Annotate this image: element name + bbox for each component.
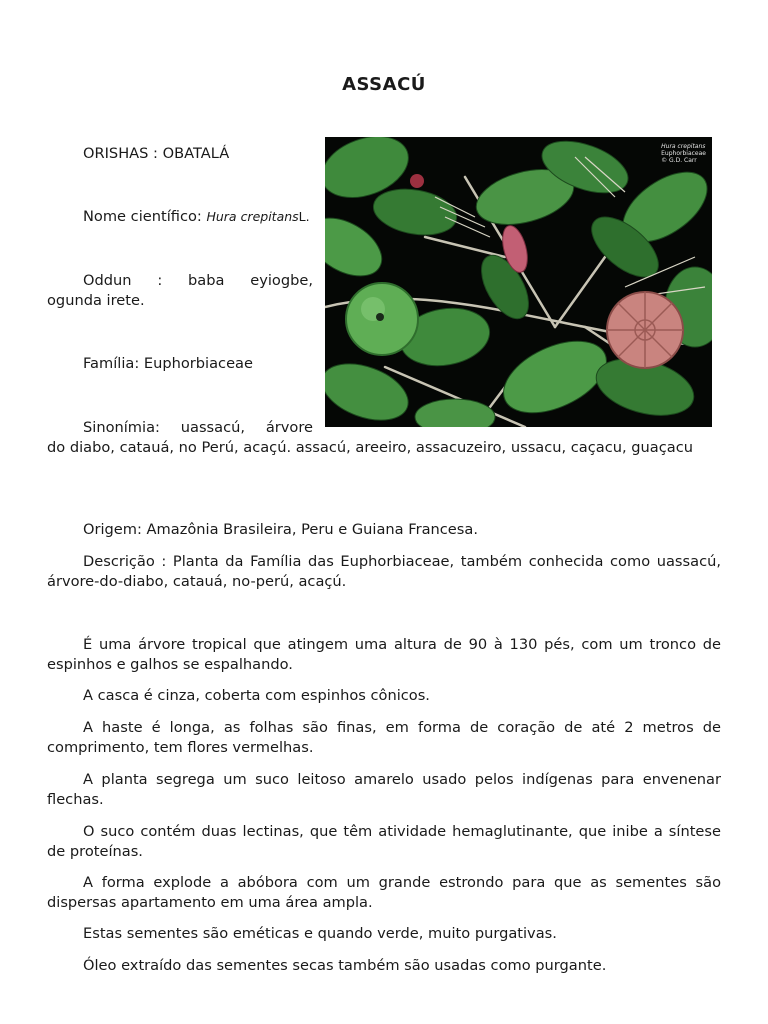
pink-fruit [607,292,683,368]
plant-illustration [325,137,712,427]
body-paragraph: É uma árvore tropical que atingem uma altura de 90 à 130 pés, com um tronco de espinhos e galhos se espalhando. [47,636,721,673]
page-title: ASSACÚ [342,74,426,95]
sinonimia-line-1: Sinonímia: uassacú, árvore [83,419,313,436]
body-paragraph: A planta segrega um suco leitoso amarelo usado pelos indígenas para envenenar flechas. [47,771,721,808]
sinonimia-rest: do diabo, catauá, no Perú, acaçú. assacú, areeiro, assacuzeiro, ussacu, caçacu, guaçacu [47,439,693,456]
body-paragraph: A casca é cinza, coberta com espinhos cônicos. [83,687,430,704]
origem-line: Origem: Amazônia Brasileira, Peru e Guiana Francesa. [83,521,478,538]
scientific-name-value: Hura crepitans [206,209,299,224]
caption-line: Hura crepitans [661,143,706,150]
familia-line: Família: Euphorbiaceae [83,355,253,372]
body-paragraph: A forma explode a abóbora com um grande estrondo para que as sementes são dispersas apartamento em uma área ampla. [47,874,721,911]
oddun-line-1: Oddun : baba eyiogbe, [83,272,313,289]
body-paragraph: A haste é longa, as folhas são finas, em forma de coração de até 2 metros de comprimento, tem flores vermelhas. [47,719,721,756]
plant-photo [325,137,712,427]
body-paragraph: Óleo extraído das sementes secas também são usadas como purgante. [83,957,607,974]
caption-line: © G.D. Carr [661,157,697,164]
oddun-line-2: ogunda irete. [47,292,145,309]
caption-line: Euphorbiaceae [661,150,706,157]
scientific-name-label: Nome científico: [83,208,207,225]
orishas-line: ORISHAS : OBATALÁ [83,145,230,162]
scientific-name-suffix: L. [298,209,310,224]
scientific-name-line [47,207,317,227]
photo-caption [661,143,706,164]
body-paragraph: O suco contém duas lectinas, que têm atividade hemaglutinante, que inibe a síntese de proteínas. [47,823,721,860]
body-paragraph: Estas sementes são eméticas e quando verde, muito purgativas. [83,925,557,942]
descricao-paragraph: Descrição : Planta da Família das Euphorbiaceae, também conhecida como uassacú, árvore-do-diabo, catauá, no-perú, acaçú. [47,553,721,590]
